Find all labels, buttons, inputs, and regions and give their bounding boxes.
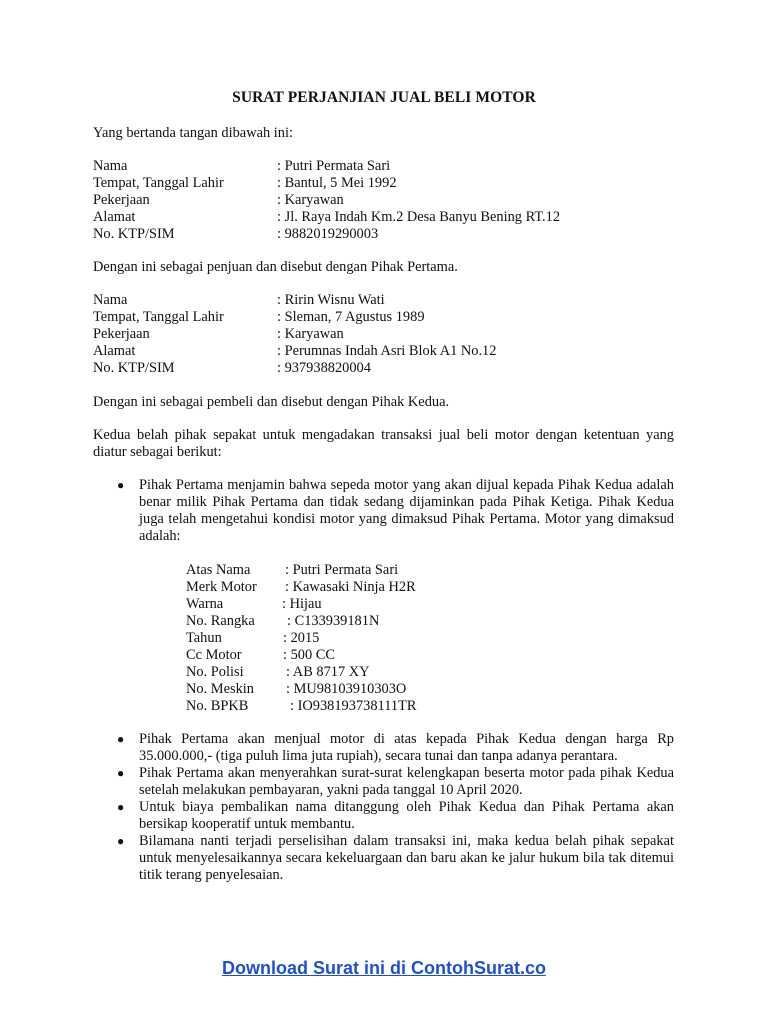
agreement-intro: Kedua belah pihak sepakat untuk mengadakan transaksi jual beli motor dengan ketentuan yang diatur sebagai berikut: <box>93 427 674 460</box>
vehicle-label: Tahun <box>186 630 222 646</box>
clause-text: Bilamana nanti terjadi perselisihan dalam transaksi ini, maka kedua belah pihak sepakat untuk menyelesaikannya secara kekeluargaan dan baru akan ke jalur hukum bila tak ditemui titik terang penyelesaian. <box>139 833 674 883</box>
vehicle-label: No. Polisi <box>186 664 244 680</box>
detail-value: : 9882019290003 <box>277 226 379 242</box>
document-title: SURAT PERJANJIAN JUAL BELI MOTOR <box>232 89 536 106</box>
detail-value: : Karyawan <box>277 192 344 208</box>
detail-value: : Sleman, 7 Agustus 1989 <box>277 309 425 325</box>
detail-value: : Putri Permata Sari <box>277 158 391 174</box>
vehicle-value: : AB 8717 XY <box>286 664 370 680</box>
detail-row <box>93 343 693 360</box>
vehicle-value: : 2015 <box>283 630 320 646</box>
detail-label: Nama <box>93 158 128 174</box>
detail-row <box>93 360 693 377</box>
list-item <box>93 477 674 545</box>
detail-label: Tempat, Tanggal Lahir <box>93 309 224 325</box>
list-item <box>93 765 674 799</box>
detail-label: No. KTP/SIM <box>93 226 175 242</box>
detail-label: Nama <box>93 292 128 308</box>
first-party-note: Dengan ini sebagai penjuan dan disebut dengan Pihak Pertama. <box>93 259 458 275</box>
vehicle-label: Warna <box>186 596 224 612</box>
bullet-icon: ● <box>117 732 125 746</box>
detail-label: Pekerjaan <box>93 192 150 208</box>
detail-row <box>93 226 693 243</box>
bullet-icon: ● <box>117 834 125 848</box>
clause-text: Untuk biaya pembalikan nama ditanggung oleh Pihak Kedua dan Pihak Pertama akan bersikap kooperatif untuk membantu. <box>139 799 674 832</box>
clause-text: Pihak Pertama menjamin bahwa sepeda motor yang akan dijual kepada Pihak Kedua adalah benar milik Pihak Pertama dan tidak sedang dijaminkan pada Pihak Ketiga. Pihak Kedua juga telah mengetahui kondisi motor yang dimaksud Pihak Pertama. Motor yang dimaksud adalah: <box>139 477 674 544</box>
second-party-details <box>93 292 693 377</box>
clause-list-main <box>93 477 674 545</box>
intro-text: Yang bertanda tangan dibawah ini: <box>93 125 293 141</box>
list-item <box>93 833 674 884</box>
vehicle-label: Atas Nama <box>186 562 251 578</box>
detail-row <box>93 158 693 175</box>
vehicle-value: : Kawasaki Ninja H2R <box>285 579 416 595</box>
download-link[interactable]: Download Surat ini di ContohSurat.co <box>222 958 546 978</box>
clause-text: Pihak Pertama akan menjual motor di atas kepada Pihak Kedua dengan harga Rp 35.000.000,- (tiga puluh lima juta rupiah), secara tunai dan tanpa adanya perantara. <box>139 731 674 764</box>
detail-value: : Bantul, 5 Mei 1992 <box>277 175 397 191</box>
list-item <box>93 731 674 765</box>
detail-row <box>93 175 693 192</box>
detail-row <box>93 326 693 343</box>
vehicle-row <box>186 664 586 681</box>
clause-list-terms <box>93 731 674 884</box>
vehicle-value: : Hijau <box>282 596 322 612</box>
detail-row <box>93 209 693 226</box>
vehicle-row <box>186 579 586 596</box>
detail-row <box>93 309 693 326</box>
first-party-details <box>93 158 693 243</box>
vehicle-row <box>186 562 586 579</box>
detail-value: : Jl. Raya Indah Km.2 Desa Banyu Bening RT.12 <box>277 209 561 225</box>
detail-value: : Karyawan <box>277 326 344 342</box>
vehicle-row <box>186 596 586 613</box>
detail-row <box>93 292 693 309</box>
detail-label: No. KTP/SIM <box>93 360 175 376</box>
vehicle-details <box>186 562 586 715</box>
vehicle-row <box>186 647 586 664</box>
detail-label: Alamat <box>93 209 136 225</box>
detail-value: : Ririn Wisnu Wati <box>277 292 385 308</box>
second-party-note: Dengan ini sebagai pembeli dan disebut dengan Pihak Kedua. <box>93 394 450 410</box>
detail-row <box>93 192 693 209</box>
vehicle-value: : IO938193738111TR <box>290 698 417 714</box>
vehicle-value: : C133939181N <box>287 613 380 629</box>
vehicle-label: No. BPKB <box>186 698 249 714</box>
bullet-icon: ● <box>117 766 125 780</box>
clause-text: Pihak Pertama akan menyerahkan surat-surat kelengkapan beserta motor pada pihak Kedua setelah melakukan pembayaran, yakni pada tanggal 10 April 2020. <box>139 765 674 798</box>
vehicle-label: Cc Motor <box>186 647 242 663</box>
detail-label: Pekerjaan <box>93 326 150 342</box>
vehicle-label: Merk Motor <box>186 579 257 595</box>
detail-label: Tempat, Tanggal Lahir <box>93 175 224 191</box>
bullet-icon: ● <box>117 800 125 814</box>
vehicle-row <box>186 613 586 630</box>
vehicle-row <box>186 630 586 647</box>
vehicle-value: : MU98103910303O <box>286 681 407 697</box>
detail-label: Alamat <box>93 343 136 359</box>
vehicle-value: : 500 CC <box>283 647 335 663</box>
vehicle-row <box>186 681 586 698</box>
detail-value: : Perumnas Indah Asri Blok A1 No.12 <box>277 343 497 359</box>
list-item <box>93 799 674 833</box>
vehicle-label: No. Meskin <box>186 681 254 697</box>
vehicle-value: : Putri Permata Sari <box>285 562 399 578</box>
detail-value: : 937938820004 <box>277 360 371 376</box>
vehicle-label: No. Rangka <box>186 613 255 629</box>
vehicle-row <box>186 698 586 715</box>
bullet-icon: ● <box>117 478 125 492</box>
